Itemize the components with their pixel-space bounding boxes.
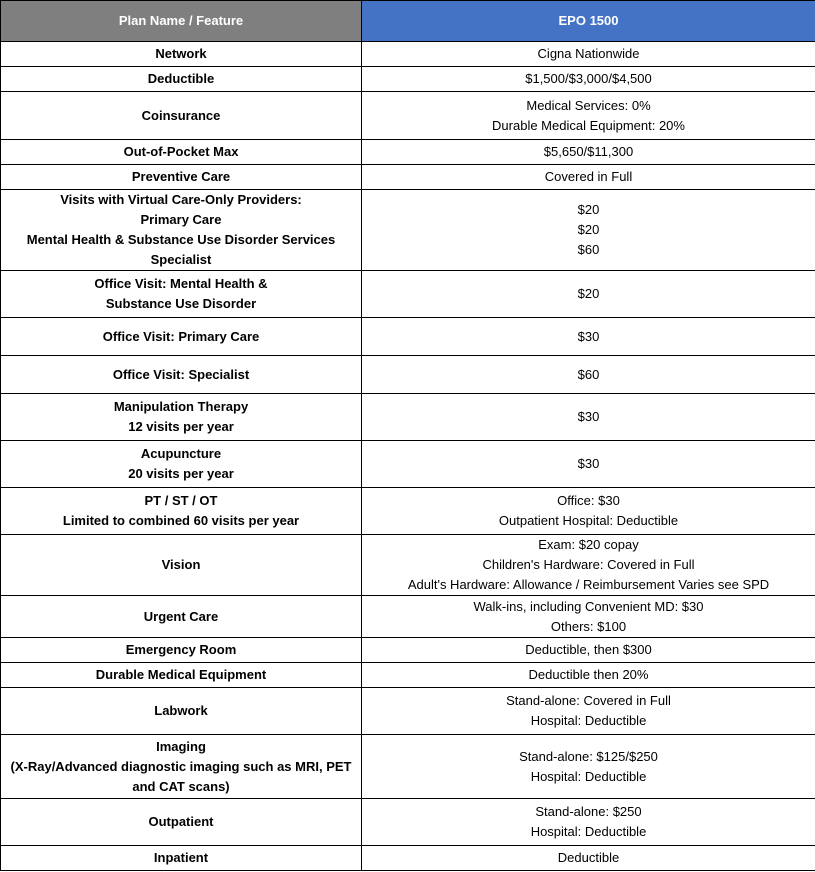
feature-text: Labwork: [154, 703, 208, 718]
feature-text: and CAT scans): [132, 778, 230, 794]
feature-text: Visits with Virtual Care-Only Providers:: [60, 192, 302, 207]
value-text: Stand-alone: Covered in Full: [506, 693, 671, 708]
table-row: [1, 190, 815, 271]
value-text: $1,500/$3,000/$4,500: [525, 71, 652, 86]
value-text: Hospital: Deductible: [530, 713, 647, 728]
value-text: Exam: $20 copay: [538, 537, 639, 552]
value-cell: [362, 441, 815, 488]
value-text: Covered in Full: [544, 169, 633, 184]
feature-text: Manipulation Therapy: [113, 399, 249, 414]
table-row: [1, 356, 815, 394]
table-row: [1, 535, 815, 596]
value-cell: [362, 318, 815, 356]
value-text: $20: [577, 202, 600, 217]
value-text: Medical Services: 0%: [526, 97, 651, 113]
plan-column-header: EPO 1500: [362, 1, 815, 42]
value-text: Cigna Nationwide: [537, 46, 640, 61]
value-text: Children's Hardware: Covered in Full: [482, 557, 695, 572]
table-row: [1, 441, 815, 488]
feature-cell: [1, 638, 362, 663]
value-text: Hospital: Deductible: [530, 824, 647, 839]
table-row: [1, 638, 815, 663]
value-cell: [362, 596, 815, 638]
table-row: [1, 799, 815, 846]
feature-cell: [1, 190, 362, 271]
feature-text: (X-Ray/Advanced diagnostic imaging such as MRI, PET: [10, 758, 352, 774]
feature-text: Out-of-Pocket Max: [123, 144, 239, 159]
feature-cell: [1, 42, 362, 67]
table-body: [1, 42, 815, 871]
feature-cell: [1, 394, 362, 441]
value-text: $60: [577, 242, 600, 257]
value-cell: [362, 67, 815, 92]
feature-text: Mental Health & Substance Use Disorder Services: [26, 232, 336, 247]
feature-text: Acupuncture: [140, 446, 222, 461]
table-row: [1, 735, 815, 799]
feature-cell: [1, 271, 362, 318]
feature-cell: [1, 535, 362, 596]
value-text: Deductible, then $300: [525, 642, 652, 657]
feature-column-header: Plan Name / Feature: [1, 1, 362, 42]
value-cell: [362, 165, 815, 190]
value-text: $30: [577, 328, 600, 344]
feature-text: Coinsurance: [141, 107, 221, 123]
feature-text: Office Visit: Mental Health &: [94, 276, 268, 291]
feature-text: Office Visit: Primary Care: [102, 328, 260, 344]
feature-cell: [1, 663, 362, 688]
feature-cell: [1, 318, 362, 356]
feature-text: Preventive Care: [131, 169, 231, 184]
value-text: Deductible: [557, 850, 620, 865]
feature-text: Network: [155, 46, 207, 61]
value-cell: [362, 735, 815, 799]
table-row: [1, 846, 815, 871]
value-cell: [362, 356, 815, 394]
feature-text: PT / ST / OT: [144, 493, 218, 508]
feature-cell: [1, 356, 362, 394]
feature-text: Durable Medical Equipment: [95, 667, 267, 682]
value-text: Hospital: Deductible: [530, 768, 647, 784]
value-text: Walk-ins, including Convenient MD: $30: [473, 598, 704, 614]
value-cell: [362, 394, 815, 441]
value-cell: [362, 688, 815, 735]
feature-text: Urgent Care: [143, 608, 219, 624]
feature-text: 12 visits per year: [128, 419, 234, 434]
value-cell: [362, 535, 815, 596]
value-cell: [362, 190, 815, 271]
feature-cell: [1, 846, 362, 871]
feature-text: Deductible: [147, 71, 215, 86]
value-text: $30: [577, 456, 600, 471]
value-cell: [362, 663, 815, 688]
value-cell: [362, 42, 815, 67]
value-text: Outpatient Hospital: Deductible: [498, 513, 679, 528]
feature-text: Inpatient: [153, 850, 209, 865]
table-row: [1, 688, 815, 735]
value-text: $20: [577, 222, 600, 237]
value-text: Deductible then 20%: [528, 667, 649, 682]
table-row: [1, 488, 815, 535]
table-row: [1, 318, 815, 356]
feature-text: Office Visit: Specialist: [112, 366, 250, 382]
table-row: [1, 92, 815, 140]
feature-text: Specialist: [150, 252, 212, 267]
value-text: $20: [577, 286, 600, 301]
table-row: [1, 394, 815, 441]
table-row: [1, 663, 815, 688]
value-text: Adult's Hardware: Allowance / Reimbursement Varies see SPD: [407, 577, 770, 592]
value-cell: [362, 846, 815, 871]
feature-cell: [1, 488, 362, 535]
value-text: $60: [577, 366, 600, 382]
feature-text: Emergency Room: [125, 642, 237, 657]
table-row: [1, 596, 815, 638]
feature-cell: [1, 67, 362, 92]
feature-cell: [1, 799, 362, 846]
value-cell: [362, 799, 815, 846]
value-text: Stand-alone: $125/$250: [519, 748, 658, 764]
feature-cell: [1, 165, 362, 190]
value-text: $30: [577, 409, 600, 424]
table-row: [1, 165, 815, 190]
feature-cell: [1, 140, 362, 165]
header-row: [1, 1, 815, 42]
feature-cell: [1, 596, 362, 638]
value-text: $5,650/$11,300: [543, 144, 634, 159]
value-cell: [362, 488, 815, 535]
feature-cell: [1, 688, 362, 735]
value-text: Office: $30: [557, 493, 620, 508]
feature-cell: [1, 735, 362, 799]
table-row: [1, 140, 815, 165]
feature-text: Imaging: [156, 738, 206, 754]
table-row: [1, 42, 815, 67]
value-cell: [362, 271, 815, 318]
table-header: [1, 1, 815, 42]
value-cell: [362, 638, 815, 663]
value-text: Others: $100: [550, 618, 627, 634]
feature-text: Substance Use Disorder: [105, 296, 257, 311]
feature-text: 20 visits per year: [128, 466, 234, 481]
value-cell: [362, 92, 815, 140]
value-text: Durable Medical Equipment: 20%: [492, 117, 685, 133]
feature-text: Primary Care: [140, 212, 222, 227]
feature-text: Vision: [161, 557, 201, 572]
table-row: [1, 67, 815, 92]
table-row: [1, 271, 815, 318]
feature-cell: [1, 92, 362, 140]
value-text: Stand-alone: $250: [535, 804, 642, 819]
feature-text: Limited to combined 60 visits per year: [62, 513, 300, 528]
feature-text: Outpatient: [148, 814, 214, 829]
value-cell: [362, 140, 815, 165]
feature-cell: [1, 441, 362, 488]
